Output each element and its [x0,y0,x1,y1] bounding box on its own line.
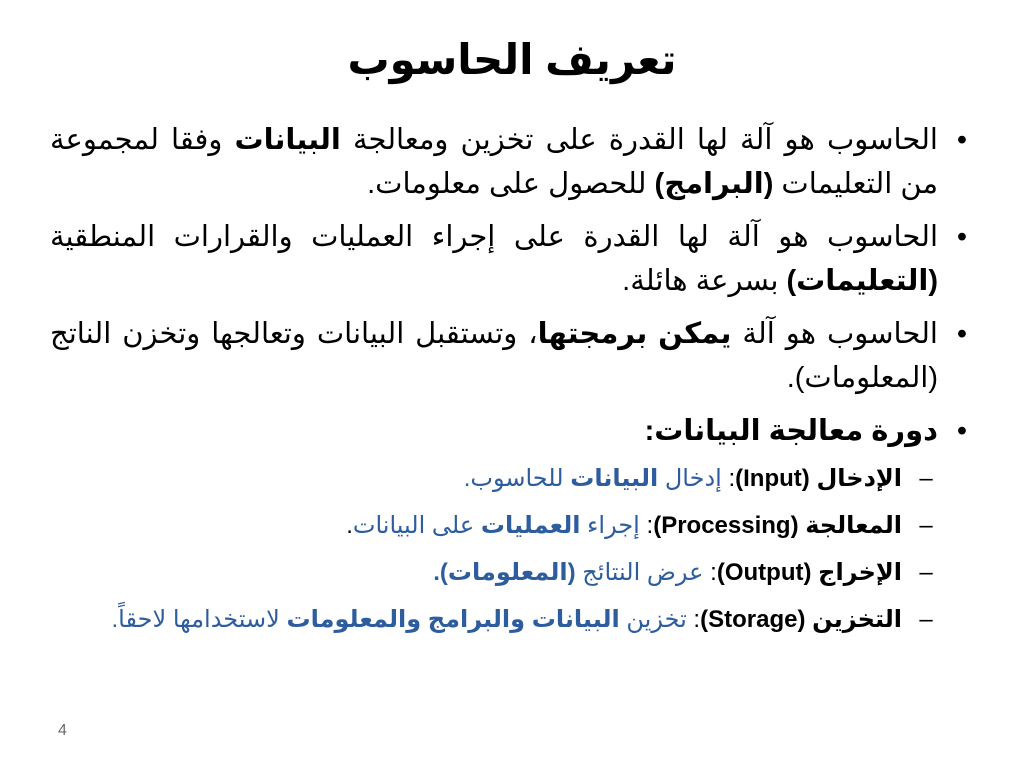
sub-marker: – [919,512,933,539]
definition-run-bold: العمليات [480,512,581,539]
definition-run-bold: البيانات [570,465,659,492]
sub-marker: – [919,559,933,586]
bullet-item [50,215,972,303]
page-number: 4 [58,722,67,739]
term: الإخراج (Output) [716,559,902,586]
separator: : [703,559,717,586]
text-run: وفقا لمجموعة من التعليمات [50,124,938,200]
definition-run: إدخال [658,465,722,492]
definition-run: على البيانات [352,512,481,539]
term: التخزين (Storage) [700,606,902,633]
definition-run: تخزين [619,606,687,633]
definition-run: للحاسوب. [463,465,571,492]
bullet-text [50,124,938,200]
text-run-bold: دورة معالجة البيانات: [644,415,938,447]
term: المعالجة (Processing) [653,512,902,539]
text-run: ، وتستقبل البيانات وتعالجها وتخزن الناتج (المعلومات). [50,318,938,394]
text-run: للحصول على معلومات. [367,168,655,200]
text-run-bold: يمكن برمجتها [537,318,732,350]
term: الإدخال (Input) [735,465,902,492]
sub-item-processing [50,509,972,543]
separator: : [639,512,654,539]
definition-run-bold: البيانات والبرامج والمعلومات [286,606,620,633]
sub-item-input [50,462,972,496]
slide-title: تعريف الحاسوب [347,36,677,83]
definition-run: إجراء [580,512,640,539]
text-run-bold: البيانات [234,124,341,156]
period: . [346,512,353,539]
text-run: الحاسوب هو آلة لها القدرة على تخزين ومعالجة [340,124,938,156]
definition-run: لاستخدامها لاحقاً. [111,606,287,633]
bullet-marker: • [956,124,968,156]
bullet-item [50,118,972,206]
sub-item-output [50,556,972,590]
bullet-marker: • [956,318,968,350]
bullet-text [50,221,938,297]
definition-run: عرض النتائج [575,559,704,586]
definition-run-bold: (المعلومات). [433,559,576,586]
text-run: بسرعة هائلة. [622,265,787,297]
text-run-bold: (البرامج) [654,168,774,200]
text-run: الحاسوب هو آلة لها القدرة على إجراء العمليات والقرارات المنطقية [50,221,938,253]
separator: : [686,606,701,633]
bullet-text [50,318,938,394]
text-run-bold: (التعليمات) [786,265,938,297]
sub-marker: – [919,465,933,492]
sub-item-storage [50,603,972,637]
bullet-marker: • [956,221,968,253]
bullet-item [50,312,972,400]
text-run: الحاسوب هو آلة [731,318,938,350]
bullet-text [645,415,938,447]
separator: : [721,465,736,492]
bullet-item [50,409,972,453]
sub-marker: – [919,606,933,633]
slide-body [50,118,972,650]
bullet-marker: • [956,415,968,447]
